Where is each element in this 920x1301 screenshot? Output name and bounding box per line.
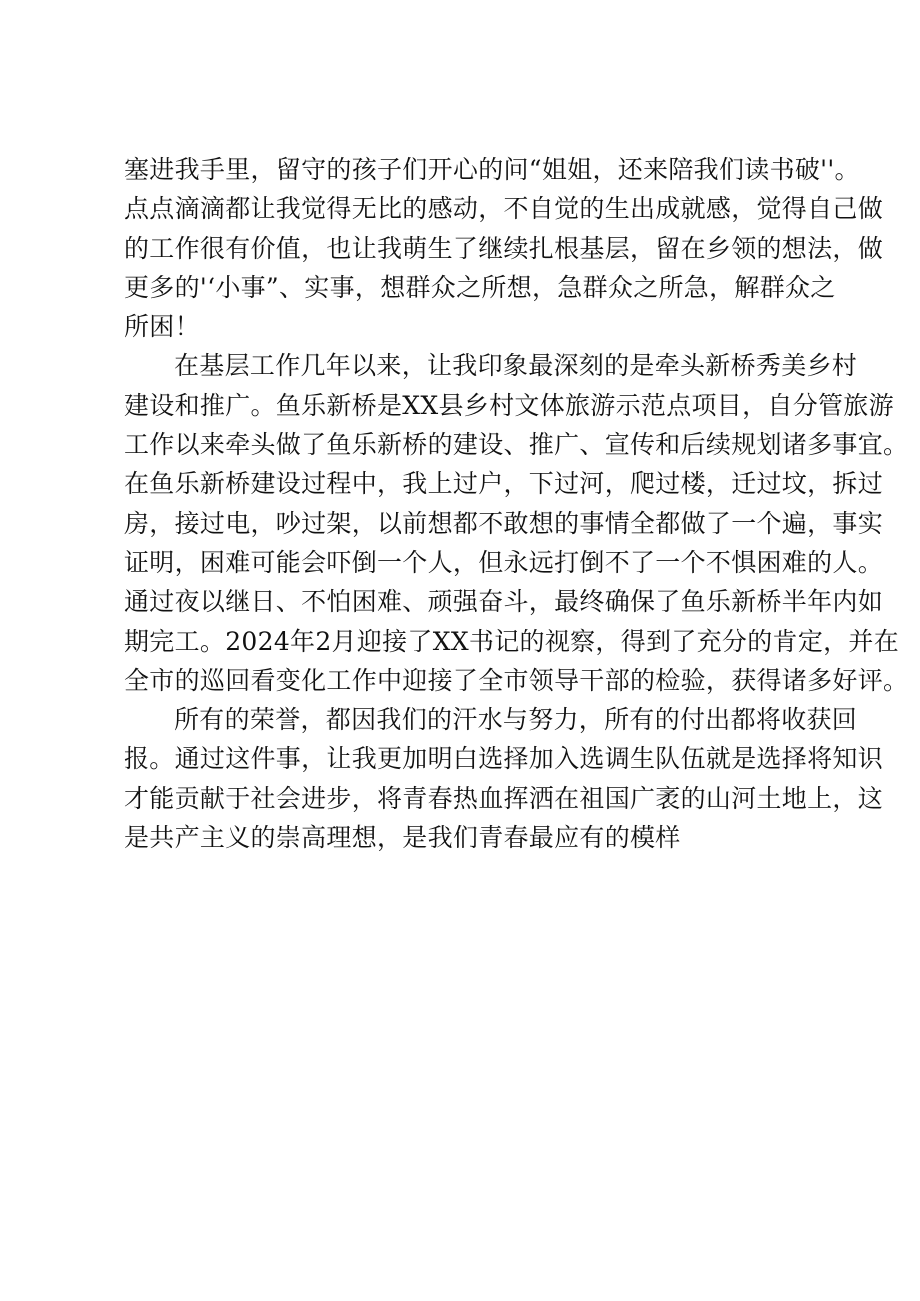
document-body xyxy=(124,150,909,857)
paragraph-1-line-5: 所困！ xyxy=(124,312,200,342)
paragraph-2-line-7: 通过夜以继日、不怕困难、顽强奋斗，最终确保了鱼乐新桥半年内如 xyxy=(124,587,884,617)
paragraph-3-line-2: 报。通过这件事，让我更加明白选择加入选调生队伍就是选择将知识 xyxy=(124,744,884,774)
paragraph-3-line-4: 是共产主义的崇高理想，是我们青春最应有的模样 xyxy=(124,823,681,853)
paragraph-1-line-4: 更多的'‘小事”、实事，想群众之所想，急群众之所急，解群众之 xyxy=(124,272,836,302)
paragraph-2-line-8: 期完工。2024年2月迎接了XX书记的视察，得到了充分的肯定，并在 xyxy=(124,626,900,656)
paragraph-1-line-1: 塞进我手里，留守的孩子们开心的问“姐姐，还来陪我们读书破''。 xyxy=(124,155,860,184)
paragraph-2-line-5: 房，接过电，吵过架，以前想都不敢想的事情全都做了一个遍，事实 xyxy=(124,508,884,538)
paragraph-2-line-9: 全市的巡回看变化工作中迎接了全市领导干部的检验，获得诸多好评。 xyxy=(124,665,909,695)
paragraph-2-line-3: 工作以来牵头做了鱼乐新桥的建设、推广、宣传和后续规划诸多事宜。 xyxy=(124,430,909,460)
paragraph-2-line-2: 建设和推广。鱼乐新桥是XX县乡村文体旅游示范点项目，自分管旅游 xyxy=(124,390,894,420)
paragraph-1-line-2: 点点滴滴都让我觉得无比的感动，不自觉的生出成就感，觉得自己做 xyxy=(124,194,884,224)
paragraph-1-line-3: 的工作很有价值，也让我萌生了继续扎根基层，留在乡领的想法，做 xyxy=(124,233,884,263)
paragraph-3-line-1: 所有的荣誉，都因我们的汗水与努力，所有的付出都将收获回 xyxy=(174,705,858,735)
paragraph-2-line-1: 在基层工作几年以来，让我印象最深刻的是牵头新桥秀美乡村 xyxy=(174,351,858,381)
paragraph-2-line-4: 在鱼乐新桥建设过程中，我上过户，下过河，爬过楼，迁过坟，拆过 xyxy=(124,469,884,499)
paragraph-3-line-3: 才能贡献于社会进步，将青春热血挥洒在祖国广袤的山河土地上，这 xyxy=(124,783,884,813)
paragraph-2-line-6: 证明，困难可能会吓倒一个人，但永远打倒不了一个不惧困难的人。 xyxy=(124,547,884,577)
